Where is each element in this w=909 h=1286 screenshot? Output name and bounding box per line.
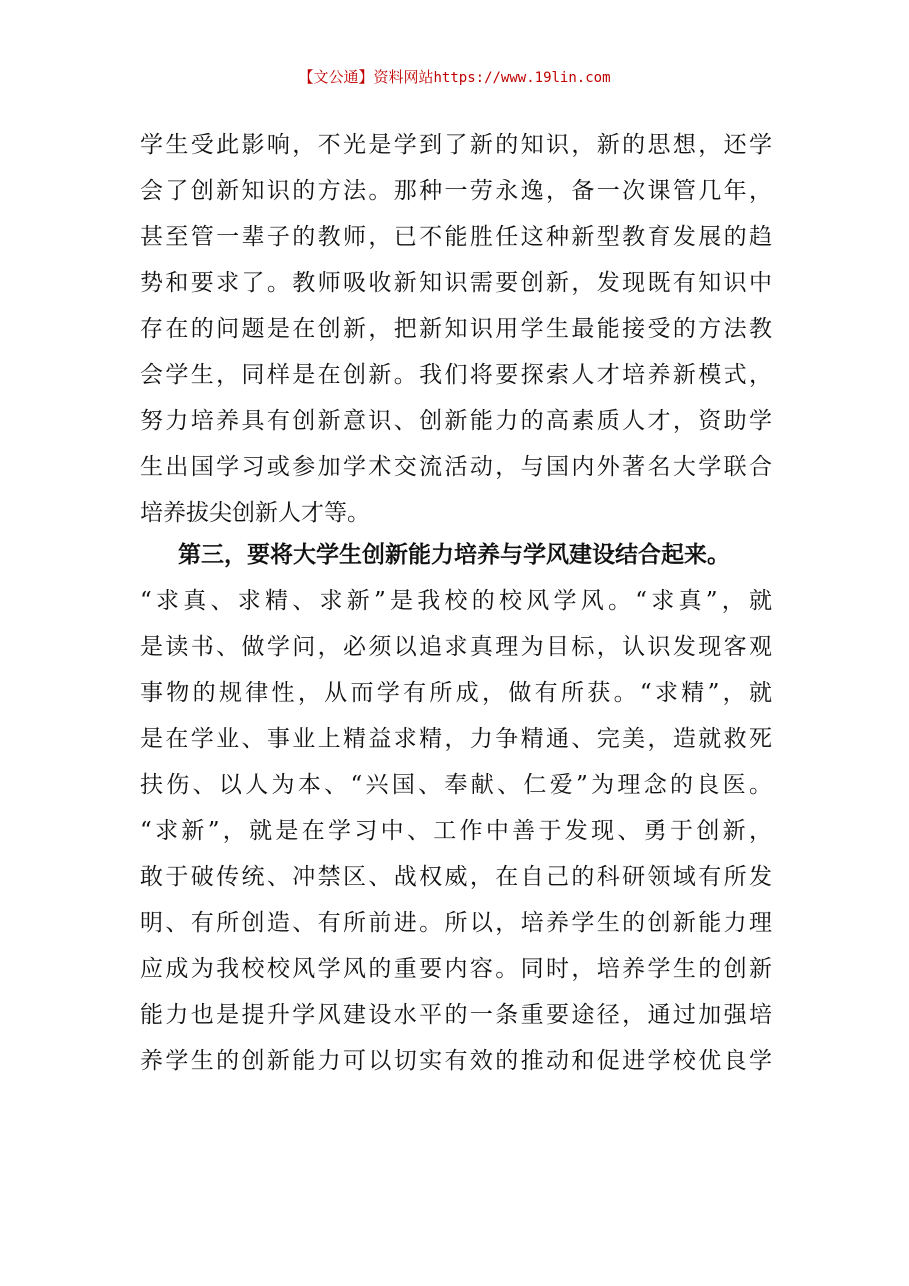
text-line: 生出国学习或参加学术交流活动，与国内外著名大学联合 xyxy=(140,454,772,480)
paragraph-2 xyxy=(140,532,772,1084)
text-line: 会了创新知识的方法。那种一劳永逸，备一次课管几年， xyxy=(140,178,772,204)
paragraph-1 xyxy=(140,122,772,536)
page-header xyxy=(0,66,909,89)
text-line: 明、有所创造、有所前进。所以，培养学生的创新能力理 xyxy=(140,910,772,936)
text-line: 敢于破传统、冲禁区、战权威，在自己的科研领域有所发 xyxy=(140,864,772,890)
text-line: 甚至管一辈子的教师，已不能胜任这种新型教育发展的趋 xyxy=(140,224,772,250)
text-line: 应成为我校校风学风的重要内容。同时，培养学生的创新 xyxy=(140,956,772,982)
header-brand: 【文公通】资料网站 xyxy=(298,68,434,86)
text-line: 能力也是提升学风建设水平的一条重要途径，通过加强培 xyxy=(140,1002,772,1028)
text-line: 存在的问题是在创新，把新知识用学生最能接受的方法教 xyxy=(140,316,772,342)
text-line: 事物的规律性，从而学有所成，做有所获。“求精”，就 xyxy=(140,680,772,706)
header-url[interactable]: https://www.19lin.com xyxy=(433,70,611,86)
text-line: 势和要求了。教师吸收新知识需要创新，发现既有知识中 xyxy=(140,270,772,296)
text-line: 会学生，同样是在创新。我们将要探索人才培养新模式， xyxy=(140,362,772,388)
text-line: 是读书、做学问，必须以追求真理为目标，认识发现客观 xyxy=(140,634,772,660)
text-line: 学生受此影响，不光是学到了新的知识，新的思想，还学 xyxy=(140,132,772,158)
text-line: 扶伤、以人为本、“兴国、奉献、仁爱”为理念的良医。 xyxy=(140,772,772,798)
text-line: 培养拔尖创新人才等。 xyxy=(140,500,370,526)
text-line: 养学生的创新能力可以切实有效的推动和促进学校优良学 xyxy=(140,1048,772,1074)
text-line: “求新”，就是在学习中、工作中善于发现、勇于创新， xyxy=(140,818,772,844)
section-heading: 第三，要将大学生创新能力培养与学风建设结合起来。 xyxy=(178,542,730,568)
text-line: “求真、求精、求新”是我校的校风学风。“求真”，就 xyxy=(140,588,772,614)
text-line: 努力培养具有创新意识、创新能力的高素质人才，资助学 xyxy=(140,408,772,434)
text-line: 是在学业、事业上精益求精，力争精通、完美，造就救死 xyxy=(140,726,772,752)
